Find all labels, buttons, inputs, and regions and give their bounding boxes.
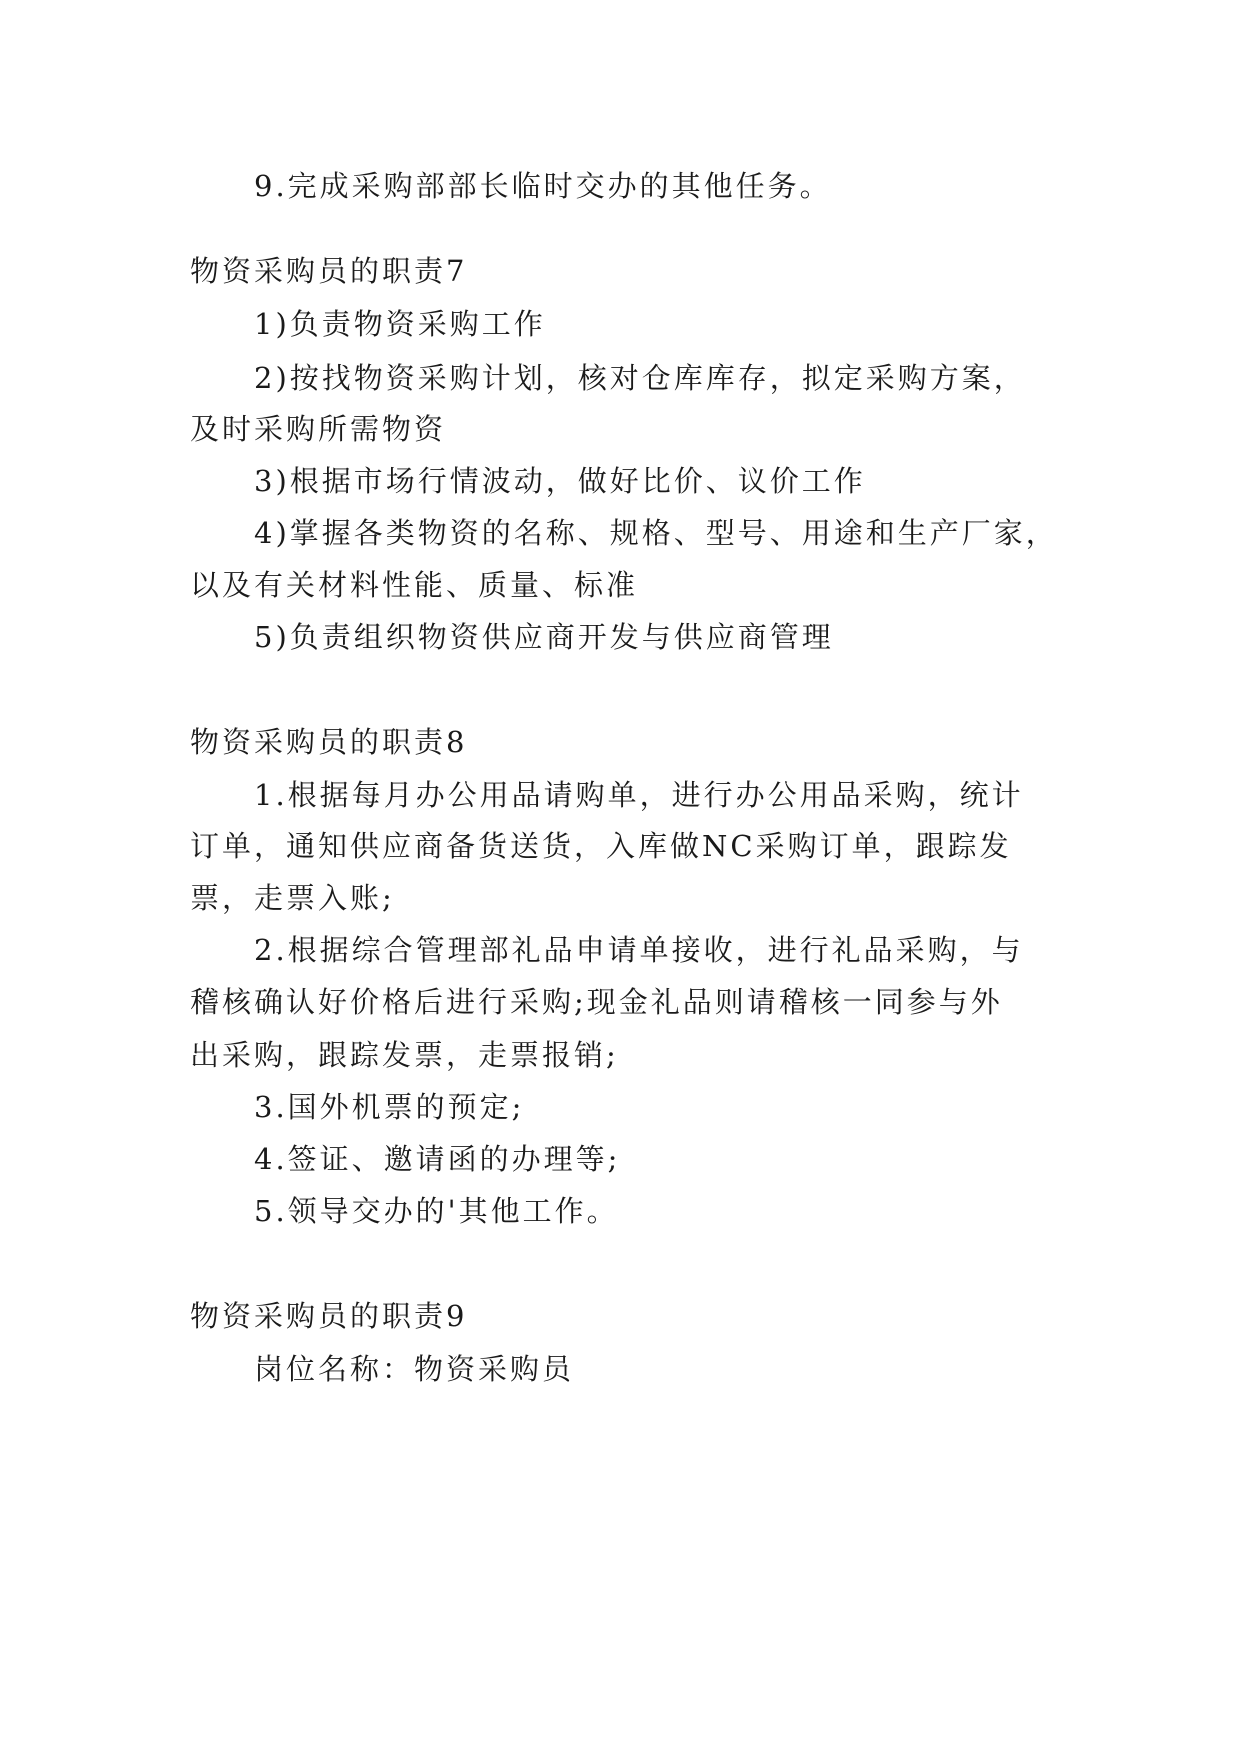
- paragraph-line: 出采购，跟踪发票，走票报销;: [190, 1038, 619, 1072]
- paragraph-line: 及时采购所需物资: [190, 412, 447, 446]
- paragraph-line: 票，走票入账;: [190, 881, 395, 915]
- paragraph-line: 4)掌握各类物资的名称、规格、型号、用途和生产厂家，: [254, 516, 1058, 550]
- paragraph-line: 5)负责组织物资供应商开发与供应商管理: [254, 620, 834, 654]
- paragraph-line: 2)按找物资采购计划，核对仓库库存，拟定采购方案，: [254, 361, 1026, 395]
- section-heading: 物资采购员的职责7: [190, 254, 468, 288]
- paragraph-line: 岗位名称：物资采购员: [254, 1352, 575, 1386]
- section-heading: 物资采购员的职责9: [190, 1299, 468, 1333]
- section-heading: 物资采购员的职责8: [190, 725, 468, 759]
- paragraph-line: 1)负责物资采购工作: [254, 307, 546, 341]
- paragraph-line: 3)根据市场行情波动，做好比价、议价工作: [254, 464, 866, 498]
- paragraph-line: 1.根据每月办公用品请购单，进行办公用品采购，统计: [254, 778, 1024, 812]
- paragraph-line: 9.完成采购部部长临时交办的其他任务。: [254, 169, 832, 203]
- paragraph-line: 3.国外机票的预定;: [254, 1090, 525, 1124]
- paragraph-line: 5.领导交办的'其他工作。: [254, 1194, 619, 1228]
- paragraph-line: 以及有关材料性能、质量、标准: [190, 568, 639, 602]
- paragraph-line: 2.根据综合管理部礼品申请单接收，进行礼品采购，与: [254, 933, 1024, 967]
- paragraph-line: 稽核确认好价格后进行采购;现金礼品则请稽核一同参与外: [190, 985, 1003, 1019]
- paragraph-line: 4.签证、邀请函的办理等;: [254, 1142, 621, 1176]
- document-page: [190, 0, 1070, 1754]
- paragraph-line: 订单，通知供应商备货送货，入库做NC采购订单，跟踪发: [190, 829, 1012, 863]
